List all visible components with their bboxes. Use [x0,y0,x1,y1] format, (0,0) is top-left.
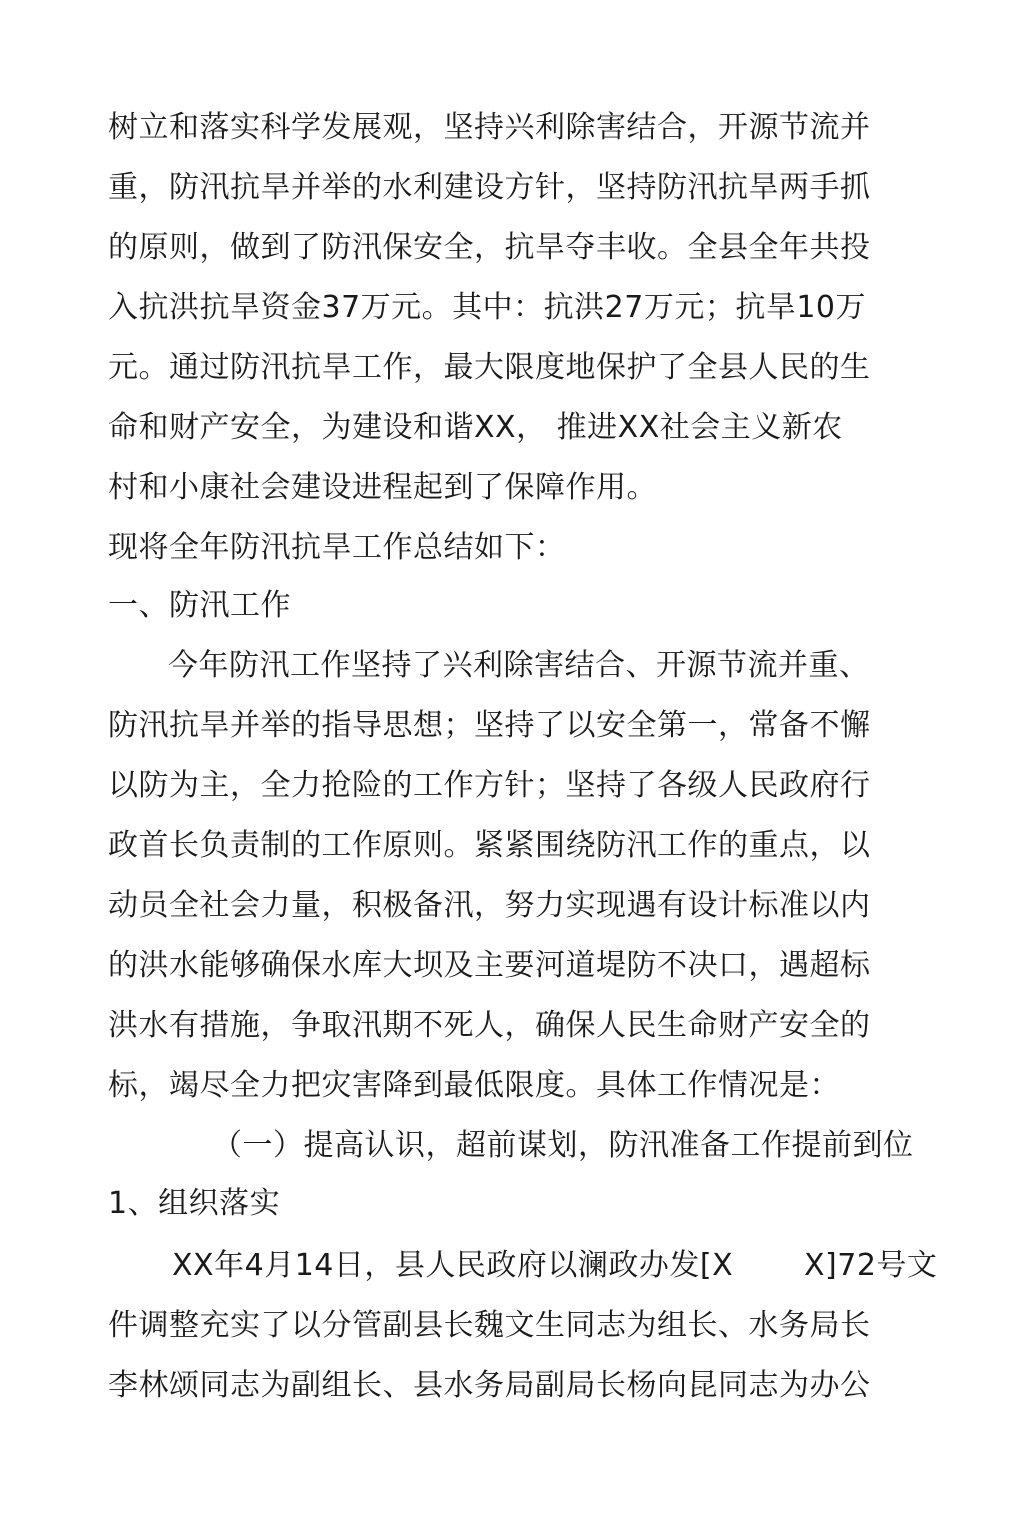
paragraph-line: 入抗洪抗旱资金37万元。其中：抗洪27万元；抗旱10万 [108,290,867,325]
paragraph-line: 件调整充实了以分管副县长魏文生同志为组长、水务局长 [108,1308,871,1343]
paragraph-line: 树立和落实科学发展观，坚持兴利除害结合，开源节流并 [108,110,871,145]
paragraph-line: 以防为主，全力抢险的工作方针；坚持了各级人民政府行 [108,768,871,803]
paragraph-line: 现将全年防汛抗旱工作总结如下： [108,530,566,565]
subsection-heading: （一）提高认识，超前谋划，防汛准备工作提前到位 [212,1128,914,1163]
paragraph-line: 洪水有措施，争取汛期不死人，确保人民生命财产安全的 [108,1008,871,1043]
paragraph-line: 的原则，做到了防汛保安全，抗旱夺丰收。全县全年共投 [108,230,871,265]
paragraph-line-fragment: X]72号文 [804,1248,938,1283]
paragraph-line: 标，竭尽全力把灾害降到最低限度。具体工作情况是： [108,1068,840,1103]
paragraph-line: 动员全社会力量，积极备汛，努力实现遇有设计标准以内 [108,888,871,923]
item-heading: 1、组织落实 [108,1186,281,1221]
paragraph-line: 元。通过防汛抗旱工作，最大限度地保护了全县人民的生 [108,350,871,385]
paragraph-line: 命和财产安全，为建设和谐XX， 推进XX社会主义新农 [108,410,843,445]
paragraph-line: 防汛抗旱并举的指导思想；坚持了以安全第一，常备不懈 [108,708,871,743]
paragraph-line: 今年防汛工作坚持了兴利除害结合、开源节流并重、 [168,648,870,683]
paragraph-line: 重，防汛抗旱并举的水利建设方针，坚持防汛抗旱两手抓 [108,170,871,205]
paragraph-line: 政首长负责制的工作原则。紧紧围绕防汛工作的重点，以 [108,828,871,863]
paragraph-line: 的洪水能够确保水库大坝及主要河道堤防不决口，遇超标 [108,948,871,983]
paragraph-line: 村和小康社会建设进程起到了保障作用。 [108,470,657,505]
section-heading: 一、防汛工作 [108,588,291,623]
paragraph-line: 李林颂同志为副组长、县水务局副局长杨向昆同志为办公 [108,1368,871,1403]
paragraph-line: XX年4月14日，县人民政府以澜政办发[X [172,1248,734,1283]
